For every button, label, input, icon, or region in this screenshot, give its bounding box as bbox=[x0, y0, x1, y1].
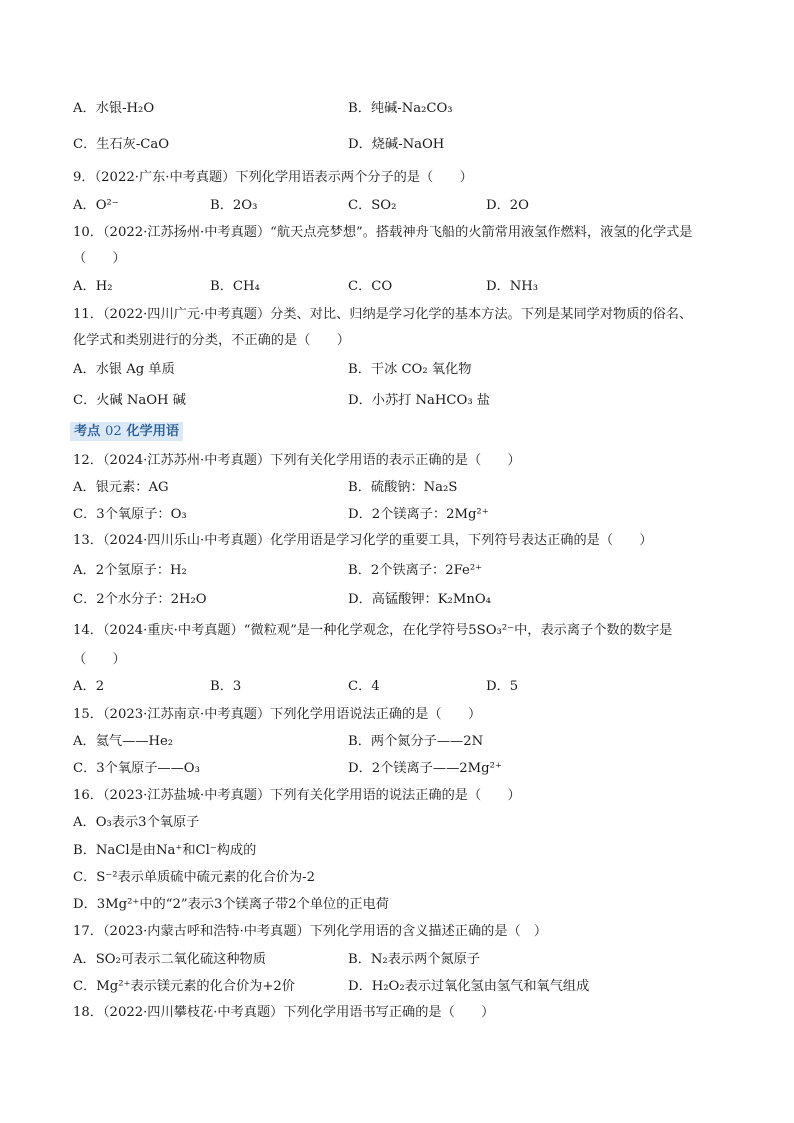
section-prefix: 考点 bbox=[74, 424, 101, 439]
q9-option-c: C．SO₂ bbox=[348, 198, 397, 213]
q11-option-c: C．火碱 NaOH 碱 bbox=[73, 393, 186, 408]
q15-option-d: D．2个镁离子——2Mg²⁺ bbox=[348, 761, 502, 776]
section-number: 02 bbox=[104, 424, 122, 439]
q9-option-a: A．O²⁻ bbox=[73, 198, 119, 213]
q10-option-c: C．CO bbox=[348, 279, 393, 294]
q10-option-b: B．CH₄ bbox=[210, 279, 260, 294]
q15-option-b: B．两个氮分子——2N bbox=[348, 734, 484, 749]
q8-option-d: D．烧碱-NaOH bbox=[348, 137, 445, 152]
q18-stem: 18．（2022·四川攀枝花·中考真题）下列化学用语书写正确的是（ ） bbox=[73, 1005, 495, 1020]
q14-option-d: D．5 bbox=[486, 679, 519, 694]
q12-option-a: A．银元素：AG bbox=[73, 480, 169, 495]
q14-stem-line2: （ ） bbox=[73, 652, 126, 667]
q16-stem: 16．（2023·江苏盐城·中考真题）下列有关化学用语的说法正确的是（ ） bbox=[73, 788, 521, 803]
q10-option-d: D．NH₃ bbox=[486, 279, 539, 294]
q16-option-c: C．S⁻²表示单质硫中硫元素的化合价为-2 bbox=[73, 870, 316, 885]
q14-option-a: A．2 bbox=[73, 679, 105, 694]
q13-stem: 13．（2024·四川乐山·中考真题）化学用语是学习化学的重要工具，下列符号表达正确的是（ ） bbox=[73, 533, 653, 548]
q17-option-b: B．N₂表示两个氮原子 bbox=[348, 952, 481, 967]
q12-option-d: D．2个镁离子：2Mg²⁺ bbox=[348, 507, 489, 522]
q15-option-a: A．氦气——He₂ bbox=[73, 734, 174, 749]
q9-option-b: B．2O₃ bbox=[210, 198, 258, 213]
q16-option-d: D．3Mg²⁺中的“2”表示3个镁离子带2个单位的正电荷 bbox=[73, 897, 389, 912]
q12-option-c: C．3个氧原子：O₃ bbox=[73, 507, 187, 522]
q10-stem-line2: （ ） bbox=[73, 251, 126, 266]
q10-option-a: A．H₂ bbox=[73, 279, 113, 294]
q17-option-c: C．Mg²⁺表示镁元素的化合价为+2价 bbox=[73, 979, 295, 994]
q16-option-b: B．NaCl是由Na⁺和Cl⁻构成的 bbox=[73, 843, 257, 858]
q17-stem: 17．（2023·内蒙古呼和浩特·中考真题）下列化学用语的含义描述正确的是（ ） bbox=[73, 924, 548, 939]
q14-stem-line1: 14．（2024·重庆·中考真题）“微粒观”是一种化学观念，在化学符号5SO₃²⁻中，表示离子个数的数字是 bbox=[73, 623, 673, 638]
q13-option-b: B．2个铁离子：2Fe²⁺ bbox=[348, 563, 483, 578]
q15-stem: 15．（2023·江苏南京·中考真题）下列化学用语说法正确的是（ ） bbox=[73, 707, 482, 722]
q12-option-b: B．硫酸钠：Na₂S bbox=[348, 480, 458, 495]
q13-option-c: C．2个水分子：2H₂O bbox=[73, 592, 207, 607]
q13-option-d: D．高锰酸钾：K₂MnO₄ bbox=[348, 592, 491, 607]
section-heading bbox=[70, 422, 183, 441]
q12-stem: 12．（2024·江苏苏州·中考真题）下列有关化学用语的表示正确的是（ ） bbox=[73, 453, 521, 468]
q14-option-b: B．3 bbox=[210, 679, 242, 694]
q11-option-d: D．小苏打 NaHCO₃ 盐 bbox=[348, 393, 490, 408]
q13-option-a: A．2个氢原子：H₂ bbox=[73, 563, 187, 578]
q9-stem: 9．（2022·广东·中考真题）下列化学用语表示两个分子的是（ ） bbox=[73, 170, 473, 185]
q14-option-c: C．4 bbox=[348, 679, 380, 694]
section-title: 化学用语 bbox=[126, 424, 180, 439]
q17-option-a: A．SO₂可表示二氧化硫这种物质 bbox=[73, 952, 266, 967]
q16-option-a: A．O₃表示3个氧原子 bbox=[73, 815, 200, 830]
q10-stem-line1: 10．（2022·江苏扬州·中考真题）“航天点亮梦想”。搭载神舟飞船的火箭常用液氢作燃料，液氢的化学式是 bbox=[73, 225, 693, 240]
q9-option-d: D．2O bbox=[486, 198, 529, 213]
q11-stem-line1: 11．（2022·四川广元·中考真题）分类、对比、归纳是学习化学的基本方法。下列是某同学对物质的俗名、 bbox=[73, 307, 693, 322]
q17-option-d: D．H₂O₂表示过氧化氢由氢气和氧气组成 bbox=[348, 979, 590, 994]
q11-option-a: A．水银 Ag 单质 bbox=[73, 362, 175, 377]
q8-option-a: A．水银-H₂O bbox=[73, 101, 155, 116]
q15-option-c: C．3个氧原子——O₃ bbox=[73, 761, 200, 776]
q11-stem-line2: 化学式和类别进行的分类，不正确的是（ ） bbox=[73, 333, 350, 348]
q8-option-b: B．纯碱-Na₂CO₃ bbox=[348, 101, 453, 116]
q8-option-c: C．生石灰-CaO bbox=[73, 137, 170, 152]
q11-option-b: B．干冰 CO₂ 氧化物 bbox=[348, 362, 472, 377]
